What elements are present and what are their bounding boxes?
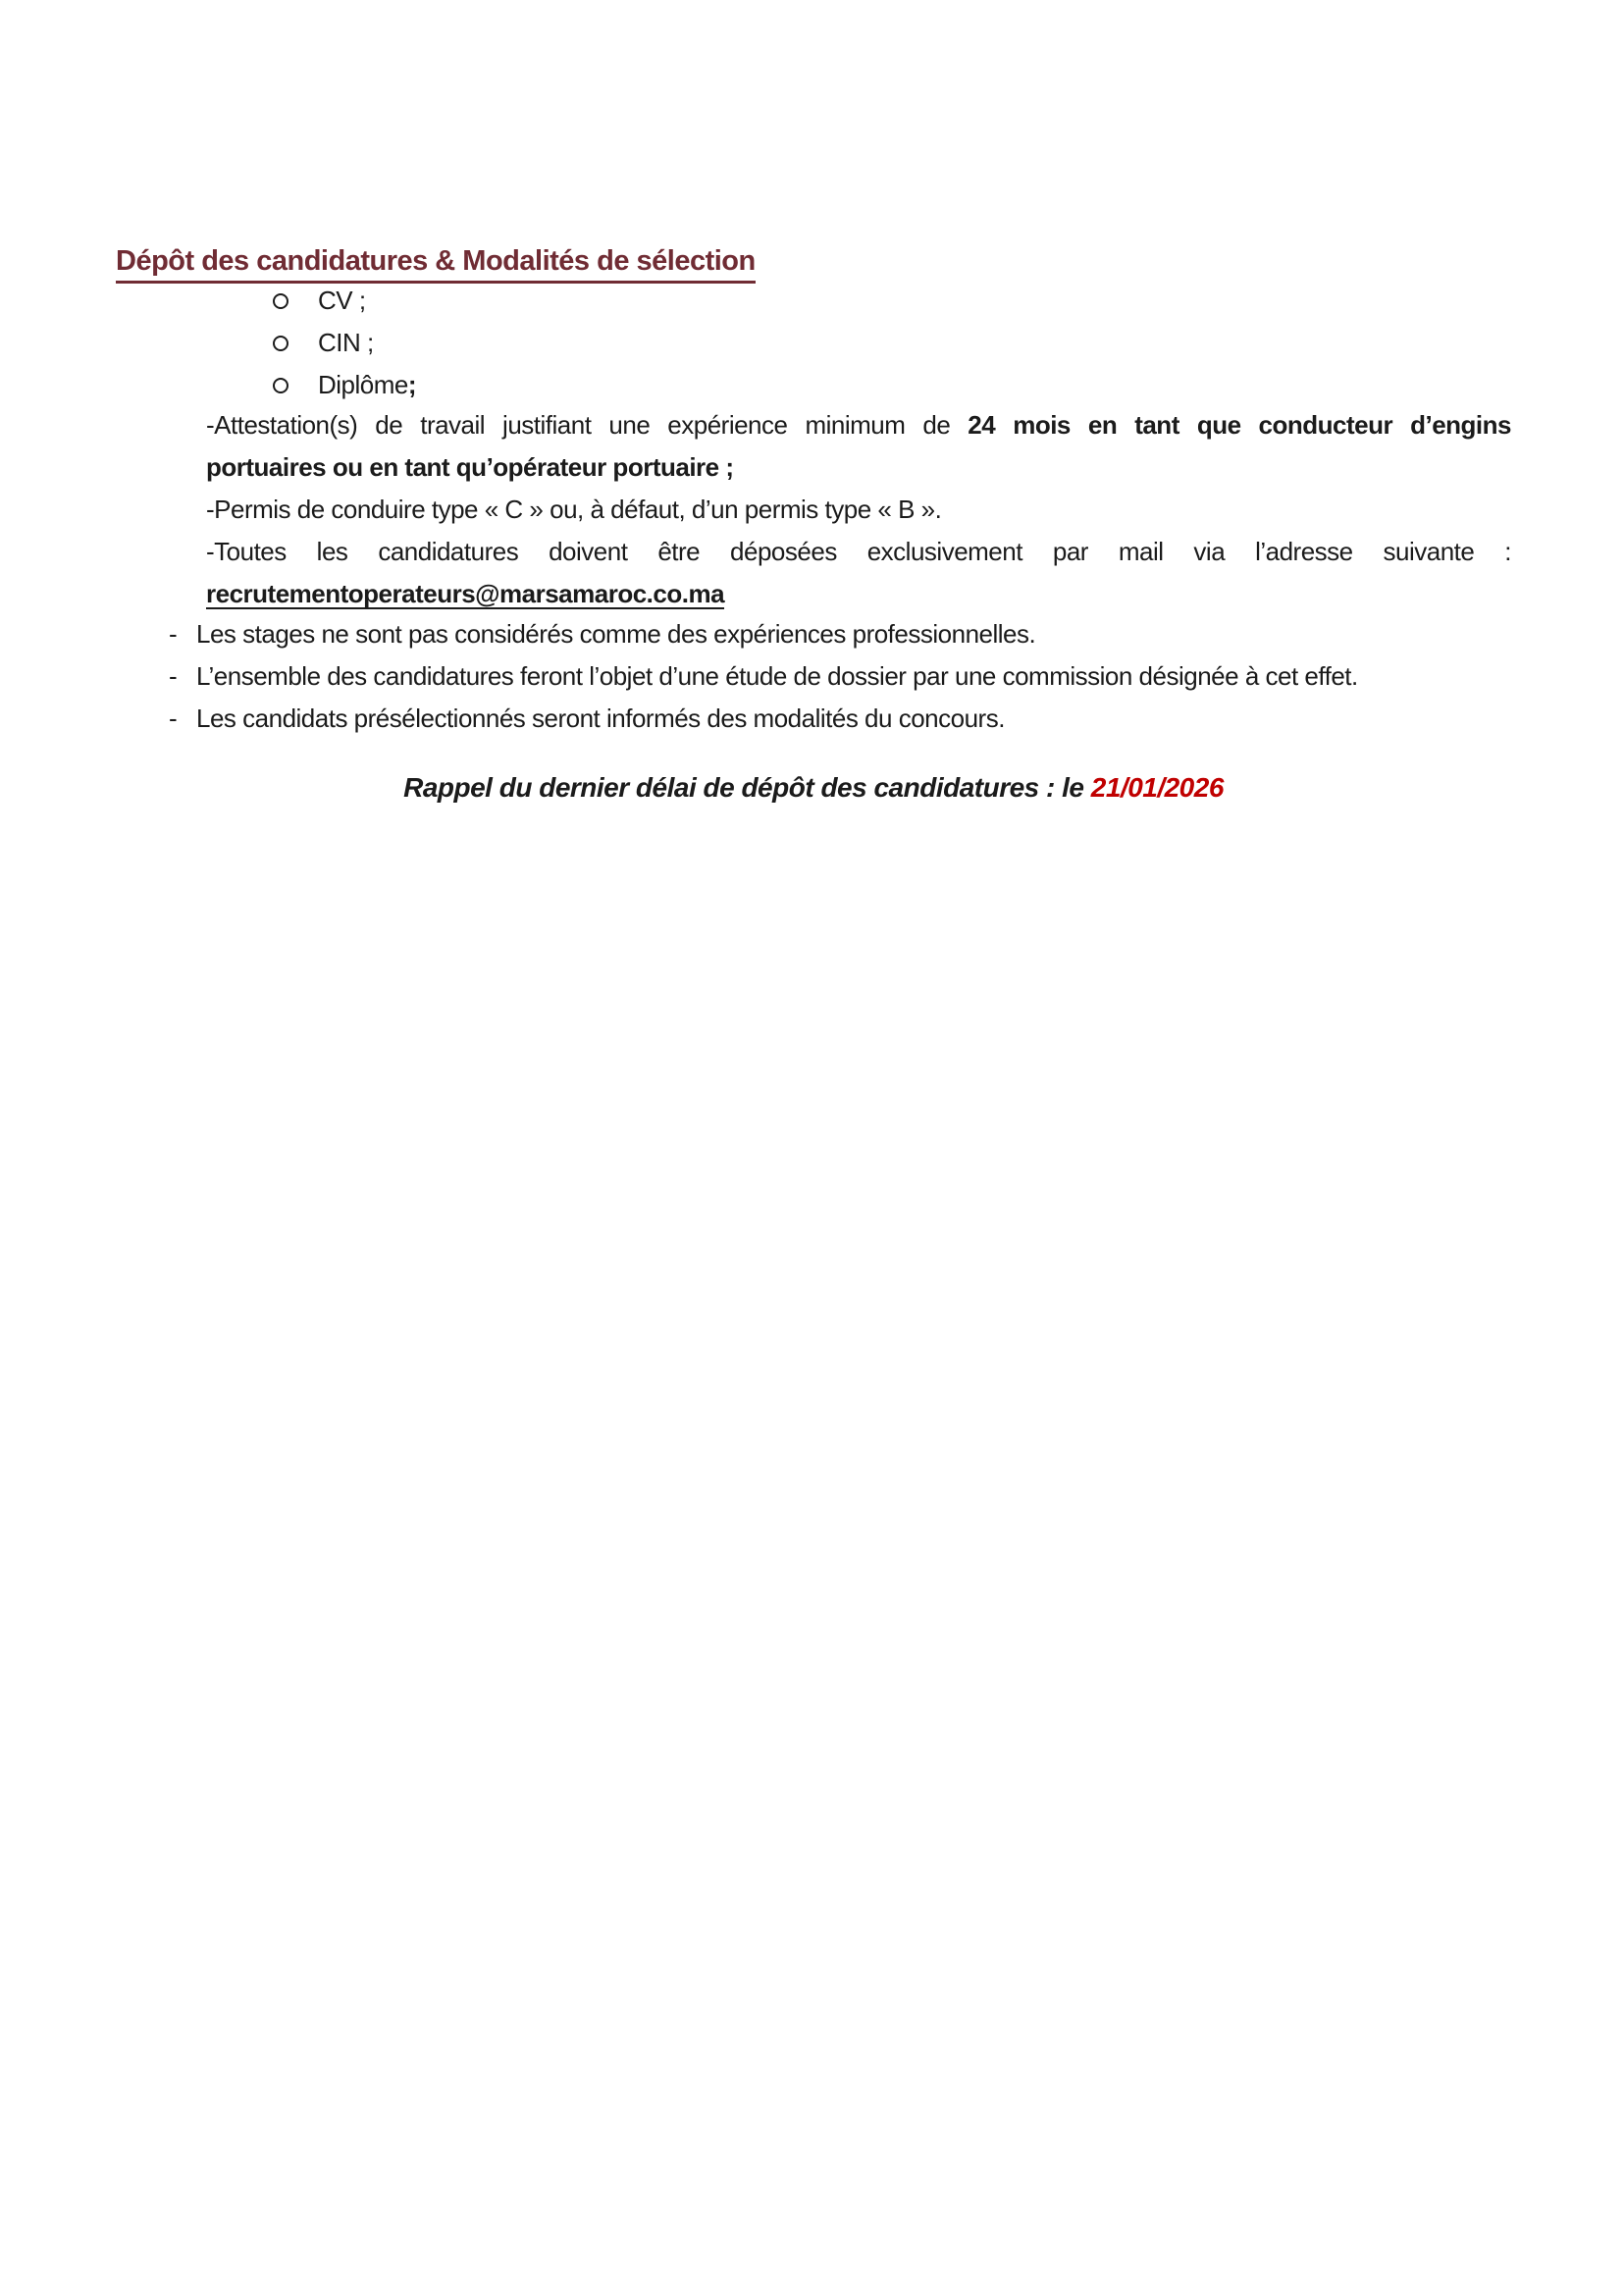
circle-bullet-icon [273,336,288,351]
list-item-cv-label: CV ; [318,286,366,315]
attestation-line-1 [206,404,1511,446]
list-item-cv [273,280,416,322]
note-item-preselection [169,698,1533,740]
list-item-diplome [273,364,416,406]
attestation-line-2: portuaires ou en tant qu’opérateur portuaire ; [206,452,734,482]
dash-bullet-icon: - [169,704,178,733]
permis-line: -Permis de conduire type « C » ou, à défaut, d’un permis type « B ». [206,495,942,524]
list-item-diplome-label: Diplôme [318,370,408,399]
dash-bullet-icon: - [169,661,178,691]
note-item-preselection-label: Les candidats présélectionnés seront informés des modalités du concours. [196,704,1005,733]
note-item-stages-label: Les stages ne sont pas considérés comme des expériences professionnelles. [196,619,1036,649]
attestation-text-normal: -Attestation(s) de travail justifiant une expérience minimum de [206,410,969,440]
note-item-stages [169,613,1533,655]
requirements-paragraphs [206,404,1511,615]
attestation-text-bold: 24 mois en tant que conducteur d’engins [968,410,1511,440]
note-item-commission-label: L’ensemble des candidatures feront l’objet d’une étude de dossier par une commission désignée à cet effet. [196,661,1358,691]
circle-bullet-icon [273,378,288,393]
deadline-date: 21/01/2026 [1090,772,1224,803]
section-title [116,245,756,284]
email-line [206,573,1511,615]
note-item-commission [169,655,1533,698]
list-item-diplome-semicolon: ; [407,370,417,399]
section-title-text: Dépôt des candidatures & Modalités de sélection [116,245,756,284]
notes-dash-list [169,613,1533,740]
documents-bullet-list [273,280,416,406]
circle-bullet-icon [273,293,288,309]
recruitment-email-address: recrutementoperateurs@marsamaroc.co.ma [206,579,725,608]
toutes-candidatures-line: -Toutes les candidatures doivent être déposées exclusivement par mail via l’adresse suivante : [206,537,1511,566]
list-item-cin-label: CIN ; [318,328,374,357]
deadline-reminder-text: Rappel du dernier délai de dépôt des candidatures : le [403,772,1091,803]
list-item-cin [273,322,416,364]
dash-bullet-icon: - [169,619,178,649]
deadline-reminder [116,766,1511,808]
